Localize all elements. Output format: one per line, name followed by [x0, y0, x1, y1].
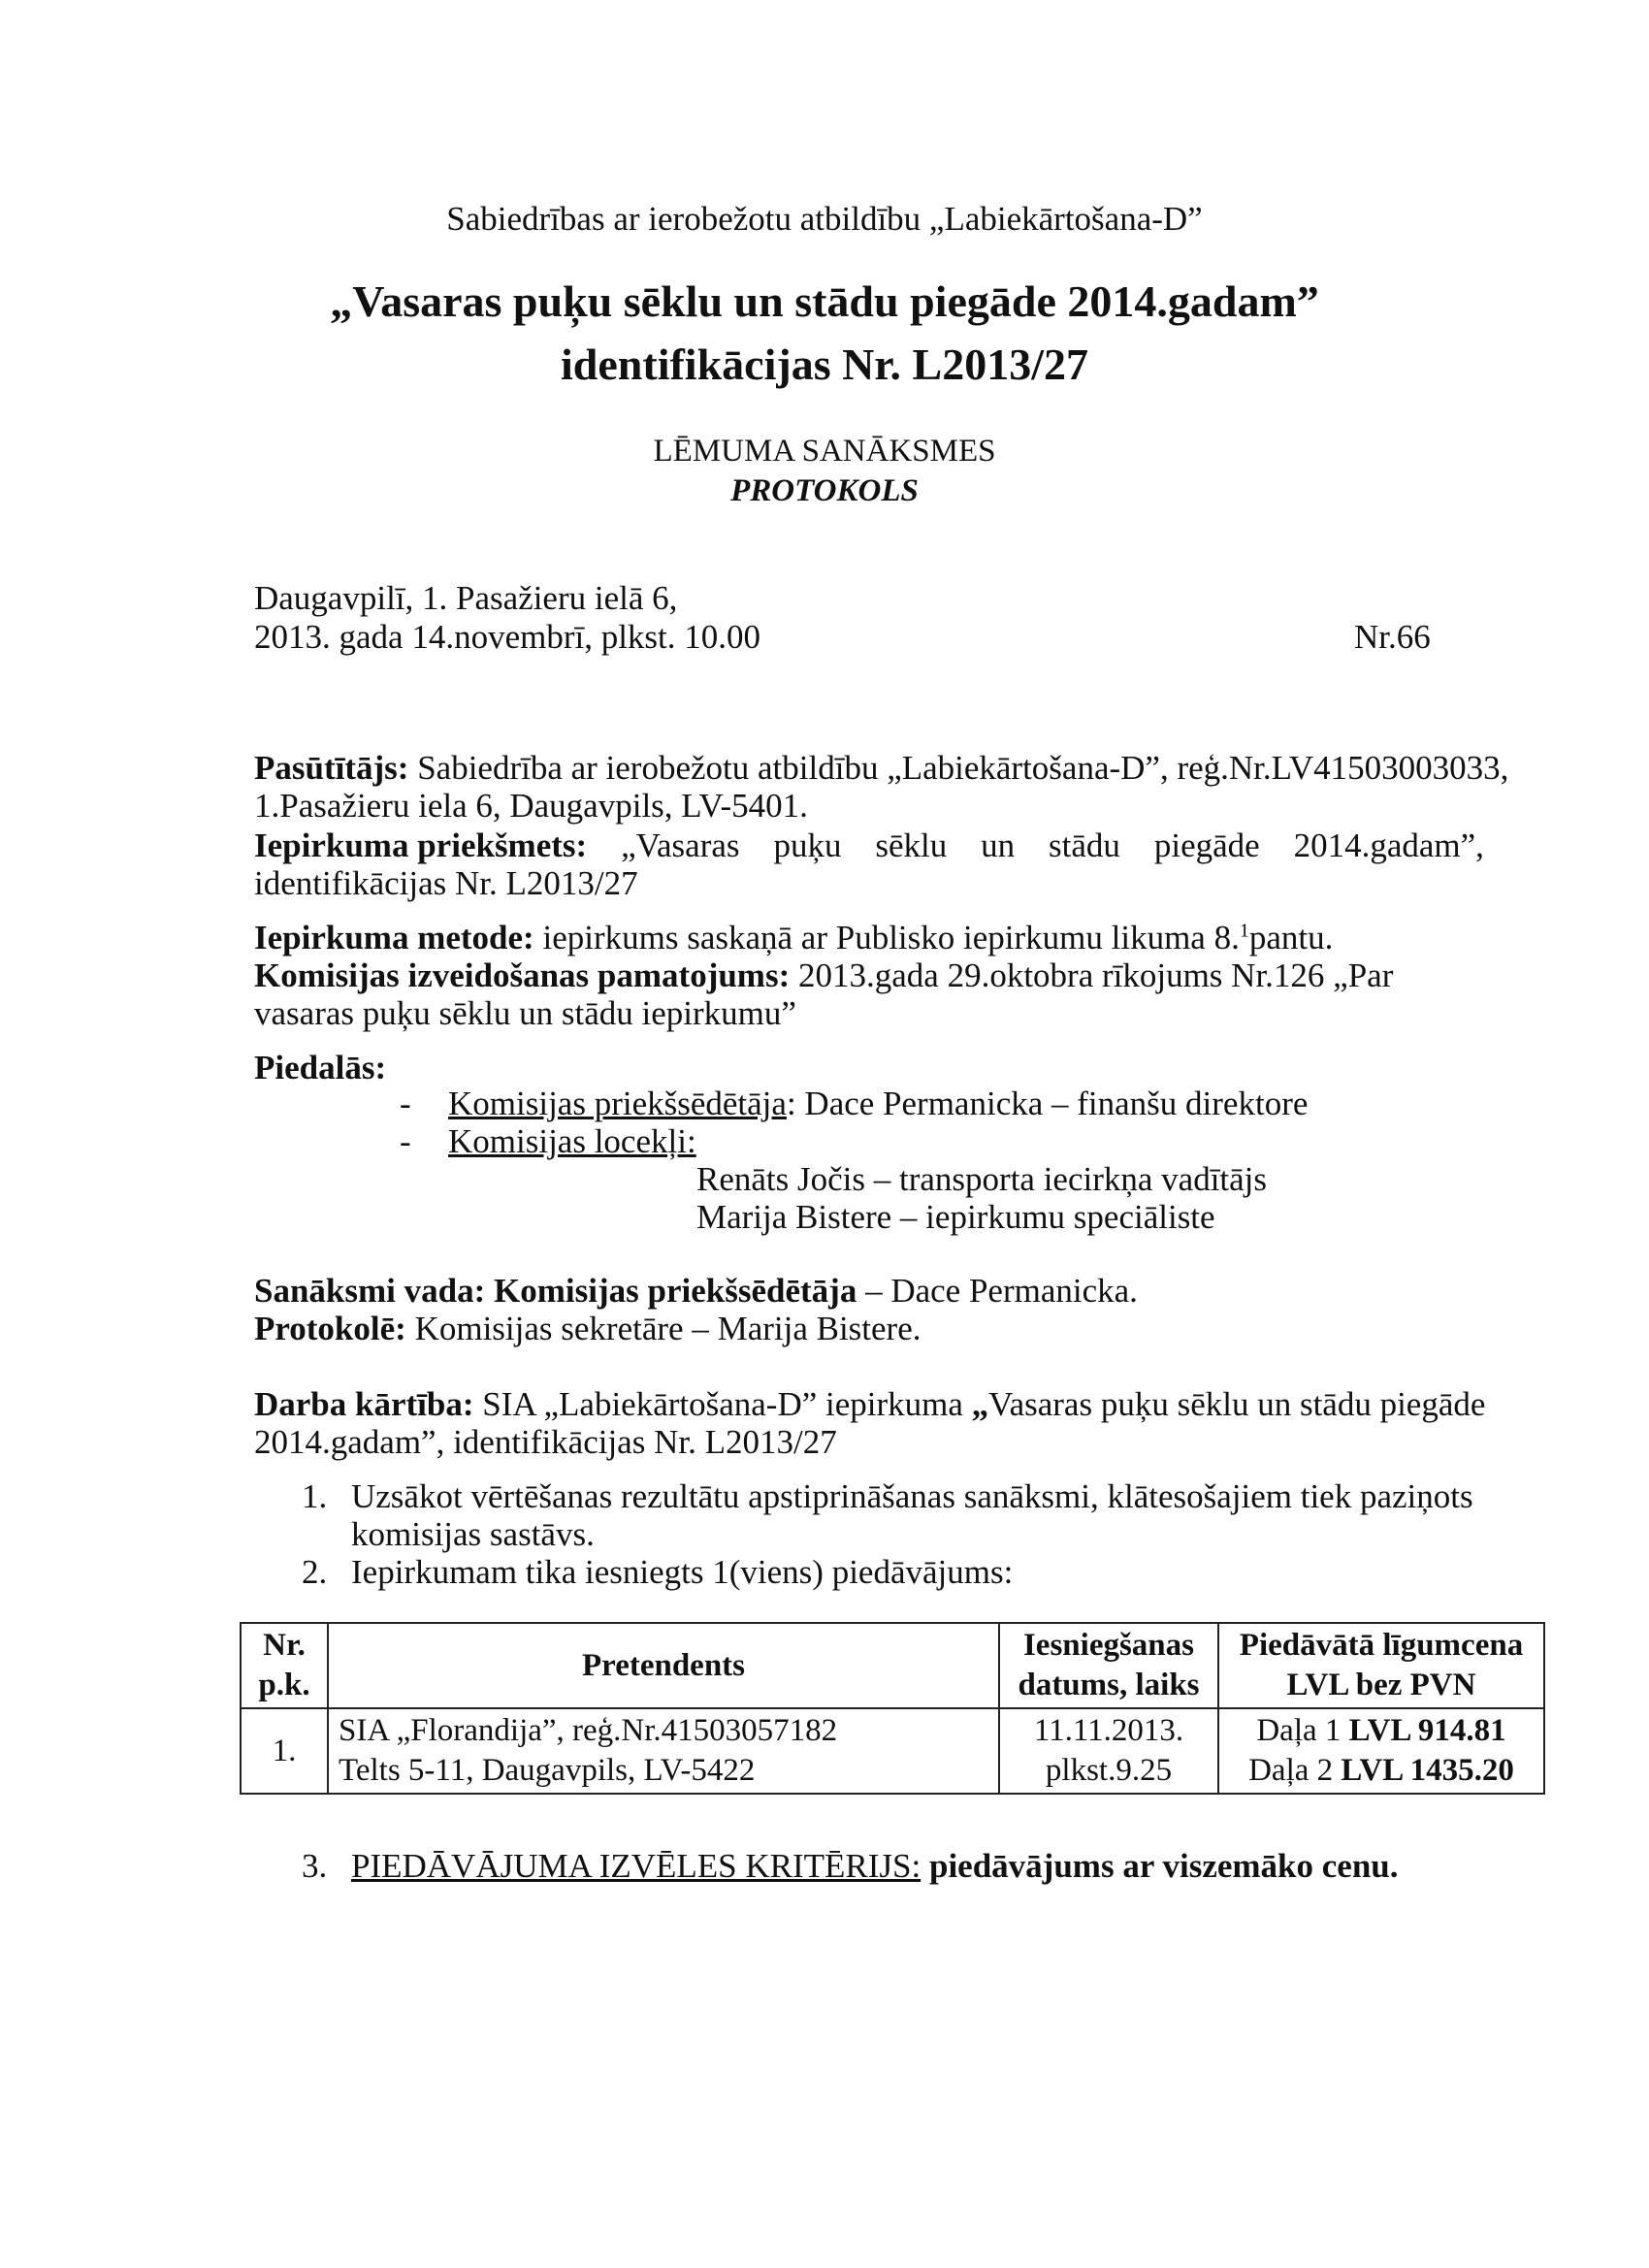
document-type: LĒMUMA SANĀKSMES — [653, 434, 996, 469]
header-date-line-2: datums, laiks — [1018, 1668, 1200, 1702]
member-2: Marija Bistere – iepirkumu speciāliste — [696, 1198, 1215, 1236]
pretendent-name: SIA „Florandija”, reģ.Nr.41503057182 — [339, 1713, 838, 1748]
members-bullet: - — [400, 1122, 411, 1160]
subject-word: stādu — [1049, 826, 1120, 864]
item-1-number: 1. — [302, 1477, 328, 1515]
header-pretendents: Pretendents — [328, 1623, 999, 1708]
chair-line — [448, 1085, 1308, 1123]
agenda-label: Darba kārtība: — [254, 1385, 474, 1423]
header-date-line-1: Iesniegšanas — [1022, 1628, 1195, 1663]
lead-role: Komisijas priekšsēdētāja — [485, 1272, 857, 1310]
method-superscript: 1 — [1239, 920, 1249, 942]
header-price-line-2: LVL bez PVN — [1286, 1668, 1476, 1702]
basis-line — [254, 956, 1393, 995]
item-1-text: Uzsākot vērtēšanas rezultātu apstiprināšanas sanāksmi, klātesošajiem tiek paziņots — [351, 1477, 1473, 1515]
meeting-datetime: 2013. gada 14.novembrī, plkst. 10.00 — [254, 618, 761, 656]
item-1-text-2: komisijas sastāvs. — [351, 1515, 595, 1553]
row-date — [999, 1708, 1218, 1794]
offers-table — [240, 1622, 1545, 1795]
agenda-line — [254, 1385, 1485, 1424]
pretendent-address: Telts 5-11, Daugavpils, LV-5422 — [339, 1753, 756, 1788]
subject-word: sēklu — [875, 826, 948, 864]
members-role: Komisijas locekļi: — [448, 1122, 696, 1160]
customer-text: Sabiedrība ar ierobežotu atbildību „Labiekārtošana-D”, reģ.Nr.LV41503003033, — [408, 749, 1509, 787]
row-price — [1218, 1708, 1544, 1794]
basis-text: 2013.gada 29.oktobra rīkojums Nr.126 „Par — [790, 956, 1394, 994]
header-nr-line-2: p.k. — [258, 1668, 310, 1702]
row-nr: 1. — [241, 1708, 328, 1794]
customer-address: 1.Pasažieru iela 6, Daugavpils, LV-5401. — [254, 787, 808, 825]
submission-date: 11.11.2013. — [1033, 1713, 1184, 1748]
chair-text: : Dace Permanicka – finanšu direktore — [786, 1085, 1309, 1122]
minutes-text: Komisijas sekretāre – Marija Bistere. — [405, 1310, 922, 1347]
subject-word: „Vasaras — [621, 826, 740, 864]
procurement-title: „Vasaras puķu sēklu un stādu piegāde 2014.gadam” — [330, 276, 1319, 326]
row-pretendent — [328, 1708, 999, 1794]
part-1-value: LVL 914.81 — [1348, 1713, 1506, 1748]
part-2-value: LVL 1435.20 — [1341, 1753, 1514, 1788]
chair-role: Komisijas priekšsēdētāja — [448, 1085, 787, 1122]
header-price-line-1: Piedāvātā līgumcena — [1239, 1628, 1524, 1663]
method-label: Iepirkuma metode: — [254, 919, 534, 956]
table-row — [241, 1708, 1544, 1794]
participants-label: Piedalās: — [254, 1049, 387, 1086]
meeting-place: Daugavpilī, 1. Pasažieru ielā 6, — [254, 579, 678, 617]
company-line: Sabiedrības ar ierobežotu atbildību „Labiekārtošana-D” — [446, 200, 1203, 238]
customer-label: Pasūtītājs: — [254, 749, 409, 787]
subject-word: puķu — [773, 826, 842, 864]
table-header-row — [241, 1623, 1544, 1708]
item-3-line — [351, 1847, 1399, 1886]
minutes-label: Protokolē: — [254, 1310, 406, 1347]
agenda-quote-open: „ — [971, 1385, 989, 1423]
header-date — [999, 1623, 1218, 1708]
item-3-number: 3. — [302, 1847, 328, 1885]
item-2-text: Iepirkumam tika iesniegts 1(viens) piedāvājums: — [351, 1553, 1014, 1591]
price-part-2 — [1229, 1751, 1534, 1791]
subject-word: piegāde — [1153, 826, 1260, 864]
header-nr — [241, 1623, 328, 1708]
minutes-line — [254, 1310, 922, 1348]
part-1-label: Daļa 1 — [1256, 1713, 1349, 1748]
member-1: Renāts Jočis – transporta iecirkņa vadītājs — [696, 1160, 1268, 1198]
item-3-criterion: PIEDĀVĀJUMA IZVĒLES KRITĒRIJS: — [351, 1847, 922, 1885]
method-tail: pantu. — [1248, 919, 1334, 956]
agenda-text: SIA „Labiekārtošana-D” iepirkuma — [473, 1385, 972, 1423]
subject-word: 2014.gadam”, — [1293, 826, 1484, 864]
method-line — [254, 919, 1333, 957]
protocol-number: Nr.66 — [1354, 618, 1431, 656]
customer-line — [254, 749, 1508, 788]
price-part-1 — [1229, 1711, 1534, 1751]
item-3-text: piedāvājums ar viszemāko cenu. — [921, 1847, 1399, 1885]
identification-number: identifikācijas Nr. L2013/27 — [561, 340, 1088, 389]
chair-bullet: - — [400, 1085, 411, 1122]
subject-identification: identifikācijas Nr. L2013/27 — [254, 864, 638, 902]
item-2-number: 2. — [302, 1553, 328, 1591]
agenda-line-2: 2014.gadam”, identifikācijas Nr. L2013/27 — [254, 1423, 837, 1461]
subject-label: Iepirkuma priekšmets: — [254, 826, 588, 864]
part-2-label: Daļa 2 — [1248, 1753, 1342, 1788]
basis-label: Komisijas izveidošanas pamatojums: — [254, 956, 791, 994]
subject-word: un — [981, 826, 1016, 864]
header-price — [1218, 1623, 1544, 1708]
basis-line-2: vasaras puķu sēklu un stādu iepirkumu” — [254, 994, 796, 1032]
submission-time: plkst.9.25 — [1045, 1753, 1173, 1788]
header-nr-line-1: Nr. — [263, 1628, 306, 1663]
lead-label: Sanāksmi vada: — [254, 1272, 486, 1310]
method-text: iepirkums saskaņā ar Publisko iepirkumu likuma 8. — [534, 919, 1240, 956]
document-subtype: PROTOKOLS — [730, 473, 919, 508]
agenda-text-2: Vasaras puķu sēklu un stādu piegāde — [988, 1385, 1486, 1423]
subject-line — [254, 826, 1484, 865]
lead-line — [254, 1272, 1138, 1311]
lead-text: – Dace Permanicka. — [857, 1272, 1138, 1310]
